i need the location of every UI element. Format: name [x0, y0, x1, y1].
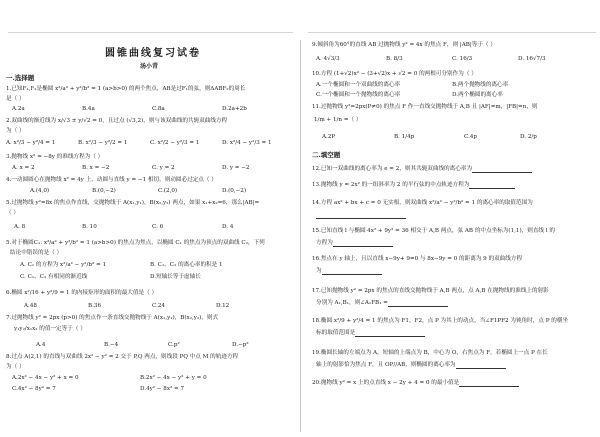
question-line: 5.对于椭圆C₁: x²/a² + y²/b² = 1 (a>b>0) 的焦点为焦点，以椭圆 C₁ 的焦点为顶点的双曲线 C₂，下列 — [6, 240, 265, 246]
question-line: 10.方程 (1+√2)x² − (3+√2)x + √2 = 0 的两根可分别作为（ ） — [312, 71, 477, 77]
answer-option: D. 2/p — [520, 134, 537, 140]
question-line: 16.焦点在 y 轴上，且以直线 x−9y+ 9=0 与 8x−9y = 0 的距离为 9 的双曲线方程 — [312, 256, 523, 262]
answer-option: D.短轴长等于虚轴长 — [150, 274, 201, 280]
answer-option: B. 10 — [82, 224, 97, 230]
answer-option: A. 8 — [14, 224, 26, 230]
answer-option: A.2a — [12, 106, 25, 112]
answer-option: B. 8/3 — [386, 56, 403, 62]
question-line: 12.已知一双曲线的离心率为 e = 2，则其共轭双曲线的离心率为 — [312, 166, 532, 173]
answer-option: B.(0,−2) — [92, 188, 116, 194]
answer-option: B.−4 — [104, 342, 119, 348]
question-line: 轴上的射影恰为焦点 F，且 OP//AB，则椭圆的离心率为 — [316, 362, 506, 369]
question-line: （ ） — [6, 210, 19, 216]
answer-option: C. 16/3 — [452, 56, 473, 62]
question-line: 2.双曲线的渐近线为 x/√3 ± y/√2 = 0，且过点 (√3,2)，则与该双曲线的共轭双曲线方程 — [6, 118, 228, 124]
answer-blank[interactable] — [459, 386, 519, 387]
question-line: 19.椭圆长轴的左端点为 A，短轴的上端点为 B，中心为 O，右焦点为 F，若椭圆上一点 P 在长 — [312, 350, 548, 356]
question-line: 5.过抛物线 y²=8x 的焦点作直线，交抛物线于 A(x₁,y₁)，B(x₂,y₂) 两点，如果 x₁+x₂=6，那么|AB|= — [6, 200, 260, 206]
answer-option: A. C₁ 的方程为 x²/a² − y²/b² = 1 — [20, 262, 107, 268]
answer-option: D.2a+2b — [222, 106, 247, 112]
answer-option: B.2x² − 4x − y² + y = 0 — [140, 375, 207, 381]
question-line: 1/m + 1/n =（ ） — [314, 117, 362, 123]
answer-option: B.两个抛物线的离心率 — [452, 82, 509, 88]
answer-option: B. x = −2 — [82, 165, 110, 171]
answer-option: D. y = −2 — [222, 165, 250, 171]
answer-option: D.−p² — [232, 342, 249, 348]
question-line: 为 — [316, 268, 382, 275]
answer-option: B.36 — [88, 303, 102, 309]
answer-option: A.48 — [24, 303, 37, 309]
answer-option: D.12 — [216, 303, 230, 309]
question-line: 9.倾斜角为60°的直线 AB 过抛物线 y² = 4x 的焦点 F，则 |AB|等于（ ） — [312, 42, 496, 48]
answer-option: C. 6 — [152, 224, 164, 230]
answer-blank[interactable] — [456, 368, 506, 369]
question-line: 13.抛物线 y = 2x² 的一组斜率为 2 的平行弦的中点轨迹方程为 — [312, 182, 515, 189]
question-line: 为（ ） — [6, 128, 25, 134]
question-line — [316, 212, 406, 219]
answer-option: B. 1/4p — [394, 134, 415, 140]
answer-option: A.一个椭圆和一个双曲线的离心率 — [316, 82, 401, 88]
answer-option: C. y = 2 — [152, 165, 175, 171]
answer-blank[interactable] — [388, 306, 448, 307]
question-line: 标的取值范围是 — [316, 330, 425, 337]
answer-blank[interactable] — [322, 274, 382, 275]
answer-option: A.2x² − 4x − y² + x = 0 — [12, 375, 79, 381]
answer-blank[interactable] — [316, 218, 406, 219]
answer-blank[interactable] — [469, 188, 515, 189]
question-line: 结论中错误的是（ ） — [10, 250, 63, 256]
question-line: 18.椭圆 x²/9 + y²/4 = 1 的焦点为 F1，F2，点 P 为其上的动点，当∠F1PF2 为钝角时，点 P 的横坐 — [312, 318, 569, 324]
answer-option: C. x²/2 − y²/3 = 1 — [150, 140, 200, 146]
right-column — [302, 0, 600, 437]
question-line: 8.过点 A(2,1) 的直线与双曲线 2x² − y² = 2 交于 P,Q 两点，则线段 PQ 中点 M 的轨迹方程 — [6, 354, 239, 360]
question-line: 3.抛物线 x² = −8y 的准线方程为（ ） — [6, 154, 104, 160]
question-line: 方程为 — [316, 240, 393, 247]
document-author: 汤小青 — [140, 63, 159, 70]
question-line: 4.一动圆圆心在抛物线 x² = 4y 上，动圆与直线 y = −1 相切，则动圆必过定点（ ） — [6, 177, 217, 183]
question-line: 14.方程 ax² + bx + c = 0 无实根，则双曲线 x²/a² − y²/b² = 1 的离心率的取值范围为 — [312, 200, 533, 206]
answer-option: C.p² — [168, 342, 180, 348]
answer-option: C.(2,0) — [158, 188, 178, 194]
question-line: 6.椭圆 x²/16 + y²/9 = 1 的内接矩形的面积的最大值是（ ） — [6, 290, 158, 296]
question-line: y₁y₂/x₁x₂ 的值一定等于（ ） — [14, 326, 86, 332]
question-line: 11.过抛物线 y²=2px(P≠0) 的焦点 F 作一直线交抛物线于 A,B 且 |AF|=m，|FB|=n，则 — [312, 104, 538, 110]
answer-option: C.8a — [152, 106, 165, 112]
answer-option: A.4 — [36, 342, 46, 348]
answer-option: C.24 — [152, 303, 165, 309]
answer-option: D. 4 — [222, 224, 234, 230]
question-line: 7.过抛物线 y² = 2px (p>0) 的焦点作一条直线交抛物线于 A(x₁,y₁)，B(x₂,y₂)，则式 — [6, 315, 219, 321]
section-title-choice: 一.选择题 — [6, 74, 35, 82]
answer-option: A. x = 2 — [12, 165, 35, 171]
answer-option: D. x²/4 − y²/3 = 1 — [222, 140, 272, 146]
question-line: 是（ ） — [6, 96, 25, 102]
answer-blank[interactable] — [355, 336, 425, 337]
answer-option: A.(4,0) — [30, 188, 50, 194]
answer-option: C.4x² − 8y² = 7 — [12, 386, 56, 392]
answer-option: D.两个椭圆的离心率 — [452, 92, 503, 98]
answer-option: B. C₁、C₂ 的离心率的积是 1 — [150, 262, 223, 268]
answer-option: A. x²/3 − y²/4 = 1 — [6, 140, 56, 146]
answer-option: D. 16√7/3 — [518, 56, 546, 62]
answer-blank[interactable] — [333, 246, 393, 247]
answer-option: C.一个椭圆和一个抛物线的离心率 — [316, 92, 401, 98]
answer-option: C.4p — [464, 134, 477, 140]
answer-option: B. x²/3 − y²/2 = 1 — [78, 140, 128, 146]
document-title: 圆锥曲线复习试卷 — [105, 48, 201, 59]
answer-option: D.(0,−2) — [222, 188, 247, 194]
question-line: 分别为 A₁,B₁，则∠A₁FB₁ = — [316, 300, 448, 307]
answer-option: A.2P — [322, 134, 336, 140]
question-line: 20.抛物线 y² = x 上的点直线 x − 2y + 4 = 0 的最小值是 — [312, 380, 519, 387]
question-line: 15.已知直线 l 与椭圆 4x² + 9y² = 36 相交于 A,B 两点，弦 AB 的中点坐标为(1,1)，则直线 l 的 — [312, 228, 555, 234]
answer-option: B.4a — [82, 106, 95, 112]
section-title-fill: 二.填空题 — [312, 151, 341, 159]
question-line: 17.已知抛物线 y² = 2px 的焦点的直线交抛物线于 A,B 两点，点 A,B 在抛物线的准线上的射影 — [312, 288, 549, 294]
answer-option: A. 4√3/3 — [316, 56, 340, 62]
answer-blank[interactable] — [472, 172, 532, 173]
answer-option: D.4y² − 8x² = 7 — [140, 386, 185, 392]
question-line: 1.已知F₁,F₂是椭圆 x²/a² + y²/b² = 1 (a>b>0) 的两个焦点，AB是过F₁的弦，则ΔABF₂的周长 — [6, 86, 246, 92]
answer-option: C. C₁、C₂ 有相同的渐近线 — [20, 274, 88, 280]
question-line: 为（ ） — [6, 364, 25, 370]
